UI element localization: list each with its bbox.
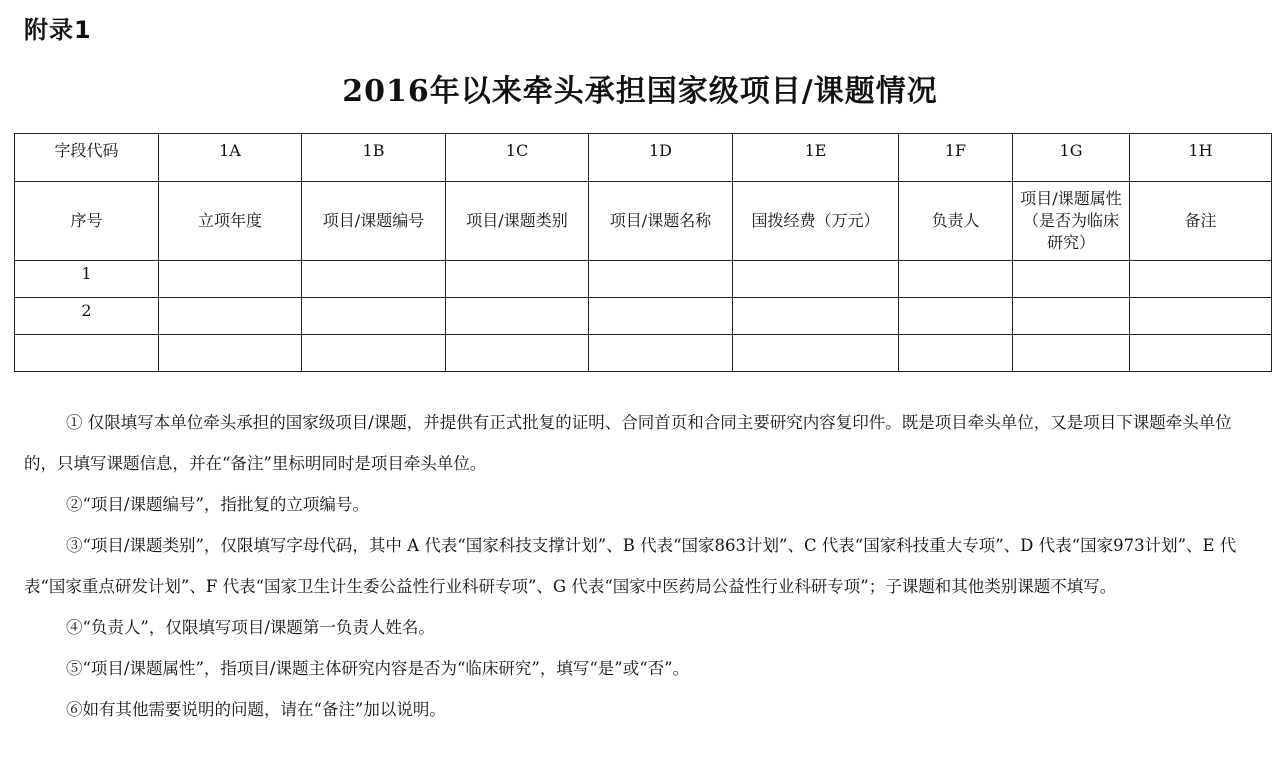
column-header-project-number: 项目/课题编号 [302, 182, 446, 261]
field-code-label: 字段代码 [15, 134, 159, 182]
field-code-row [15, 134, 1272, 182]
table-cell [1130, 261, 1272, 298]
field-code-cell: 1F [899, 134, 1013, 182]
column-header-remarks: 备注 [1130, 182, 1272, 261]
notes-section [24, 402, 1256, 730]
table-row [15, 298, 1272, 335]
column-header-attribute: 项目/课题属性（是否为临床研究） [1013, 182, 1130, 261]
note-item: ③“项目/课题类别”，仅限填写字母代码，其中 A 代表“国家科技支撑计划”、B 代表“国家863计划”、C 代表“国家科技重大专项”、D 代表“国家973计划”、E 代表“国家重点研发计划”、F 代表“国家卫生计生委公益性行业科研专项”、G 代表“国家中医药局公益性行业科研专项”；子课题和其他类别课题不填写。 [24, 536, 1237, 596]
note-item: ① 仅限填写本单位牵头承担的国家级项目/课题，并提供有正式批复的证明、合同首页和合同主要研究内容复印件。既是项目牵头单位，又是项目下课题牵头单位的，只填写课题信息，并在“备注”里标明同时是项目牵头单位。 [24, 413, 1232, 473]
table-cell [899, 298, 1013, 335]
table-cell-serial: 1 [15, 261, 159, 298]
table-cell [159, 261, 302, 298]
table-cell [1013, 261, 1130, 298]
note-item: ⑤“项目/课题属性”，指项目/课题主体研究内容是否为“临床研究”，填写“是”或“否”。 [66, 659, 690, 678]
note-item: ④“负责人”，仅限填写项目/课题第一负责人姓名。 [66, 618, 435, 637]
appendix-label: 附录1 [24, 16, 92, 44]
field-code-cell: 1D [589, 134, 733, 182]
column-header-year: 立项年度 [159, 182, 302, 261]
projects-table [14, 133, 1272, 372]
table-cell [899, 261, 1013, 298]
table-cell [733, 335, 899, 372]
field-code-cell: 1B [302, 134, 446, 182]
table-cell [302, 335, 446, 372]
table-cell [302, 298, 446, 335]
table-cell [589, 261, 733, 298]
table-cell [446, 298, 589, 335]
column-header-leader: 负责人 [899, 182, 1013, 261]
field-code-cell: 1G [1013, 134, 1130, 182]
table-cell [1013, 335, 1130, 372]
table-cell [302, 261, 446, 298]
table-cell [589, 298, 733, 335]
field-code-cell: 1E [733, 134, 899, 182]
table-cell [1013, 298, 1130, 335]
note-item: ②“项目/课题编号”，指批复的立项编号。 [66, 495, 369, 514]
table-cell [589, 335, 733, 372]
table-cell-serial [15, 335, 159, 372]
table-cell [899, 335, 1013, 372]
note-item: ⑥如有其他需要说明的问题，请在“备注”加以说明。 [66, 700, 446, 719]
field-code-cell: 1A [159, 134, 302, 182]
column-header-project-name: 项目/课题名称 [589, 182, 733, 261]
field-code-cell: 1H [1130, 134, 1272, 182]
column-header-funding: 国拨经费（万元） [733, 182, 899, 261]
table-cell [446, 261, 589, 298]
table-row [15, 335, 1272, 372]
column-header-row [15, 182, 1272, 261]
page-title: 2016年以来牵头承担国家级项目/课题情况 [342, 74, 938, 109]
table-cell [159, 335, 302, 372]
table-cell [733, 298, 899, 335]
table-cell [159, 298, 302, 335]
table-cell [1130, 298, 1272, 335]
column-header-project-category: 项目/课题类别 [446, 182, 589, 261]
table-cell [446, 335, 589, 372]
table-cell [733, 261, 899, 298]
table-cell-serial: 2 [15, 298, 159, 335]
table-row [15, 261, 1272, 298]
table-cell [1130, 335, 1272, 372]
column-header-serial: 序号 [15, 182, 159, 261]
field-code-cell: 1C [446, 134, 589, 182]
